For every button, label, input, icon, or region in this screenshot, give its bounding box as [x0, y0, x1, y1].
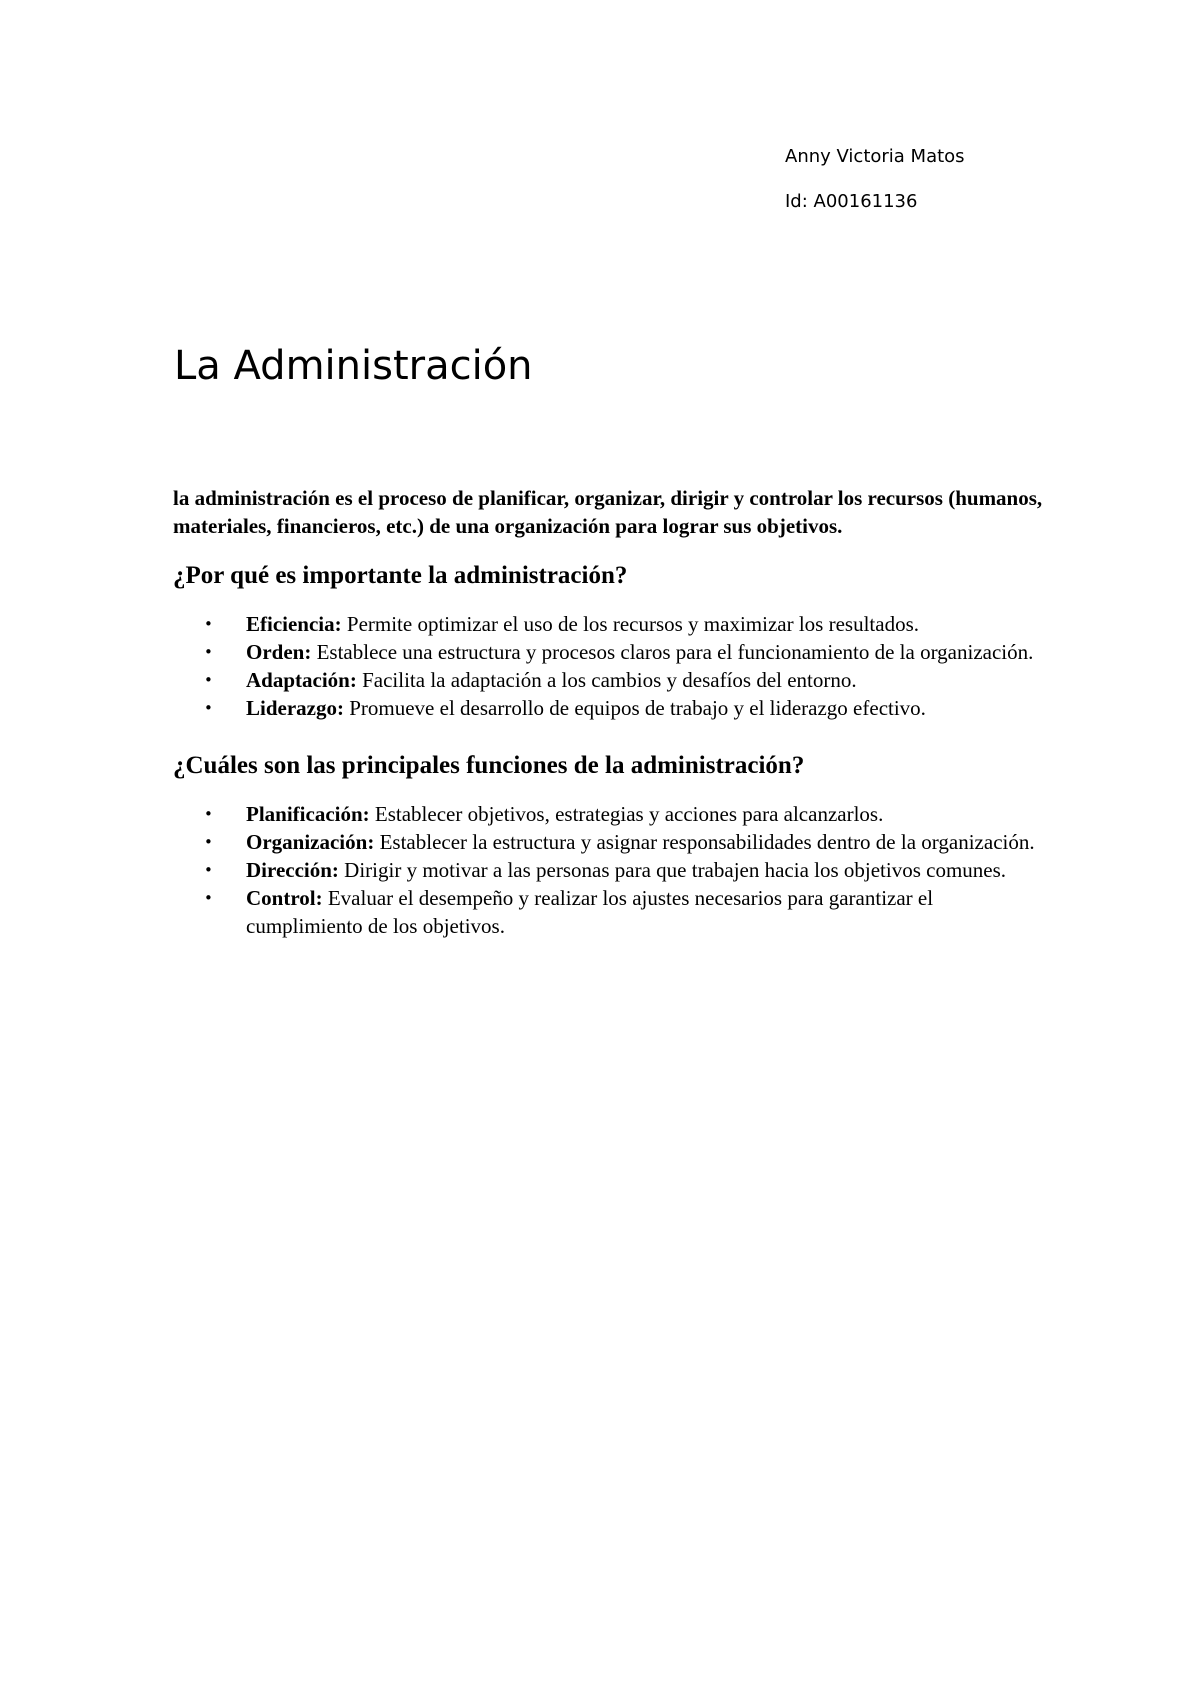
list-item	[173, 884, 1043, 940]
section-heading-importance: ¿Por qué es importante la administración?	[173, 562, 628, 589]
functions-list	[173, 800, 1043, 940]
bullet-icon: •	[204, 833, 213, 851]
bullet-icon: •	[204, 889, 213, 907]
importance-list	[173, 610, 1043, 722]
bullet-icon: •	[204, 643, 213, 661]
bullet-icon: •	[204, 805, 213, 823]
bullet-icon: •	[204, 615, 213, 633]
item-text: Permite optimizar el uso de los recursos y maximizar los resultados.	[341, 612, 920, 636]
item-text: Evaluar el desempeño y realizar los ajustes necesarios para garantizar el cumplimiento de los objetivos.	[246, 886, 934, 938]
document-body	[173, 484, 1043, 940]
list-item	[173, 666, 1043, 694]
author-name: Anny Victoria Matos	[785, 146, 965, 167]
bullet-icon: •	[204, 671, 213, 689]
section-heading-functions: ¿Cuáles son las principales funciones de la administración?	[173, 752, 805, 779]
item-label: Dirección:	[246, 858, 339, 882]
author-id: Id: A00161136	[785, 191, 918, 212]
item-text: Promueve el desarrollo de equipos de trabajo y el liderazgo efectivo.	[343, 696, 926, 720]
item-label: Organización:	[246, 830, 375, 854]
item-label: Liderazgo:	[246, 696, 344, 720]
item-label: Adaptación:	[246, 668, 357, 692]
item-label: Orden:	[246, 640, 312, 664]
list-item	[173, 638, 1043, 666]
item-label: Control:	[246, 886, 323, 910]
author-block	[785, 144, 965, 215]
item-text: Establecer la estructura y asignar responsabilidades dentro de la organización.	[374, 830, 1035, 854]
list-item	[173, 828, 1043, 856]
list-item	[173, 694, 1043, 722]
item-label: Planificación:	[246, 802, 370, 826]
list-item	[173, 800, 1043, 828]
item-text: Facilita la adaptación a los cambios y desafíos del entorno.	[356, 668, 857, 692]
intro-paragraph: la administración es el proceso de planificar, organizar, dirigir y controlar los recursos (humanos, materiales, financieros, etc.) de una organización para lograr sus objetivos.	[173, 486, 1043, 538]
bullet-icon: •	[204, 699, 213, 717]
item-label: Eficiencia:	[246, 612, 342, 636]
item-text: Establecer objetivos, estrategias y acciones para alcanzarlos.	[369, 802, 884, 826]
list-item	[173, 856, 1043, 884]
list-item	[173, 610, 1043, 638]
bullet-icon: •	[204, 861, 213, 879]
item-text: Establece una estructura y procesos claros para el funcionamiento de la organización.	[311, 640, 1034, 664]
document-title: La Administración	[174, 343, 533, 389]
item-text: Dirigir y motivar a las personas para que trabajen hacia los objetivos comunes.	[338, 858, 1007, 882]
